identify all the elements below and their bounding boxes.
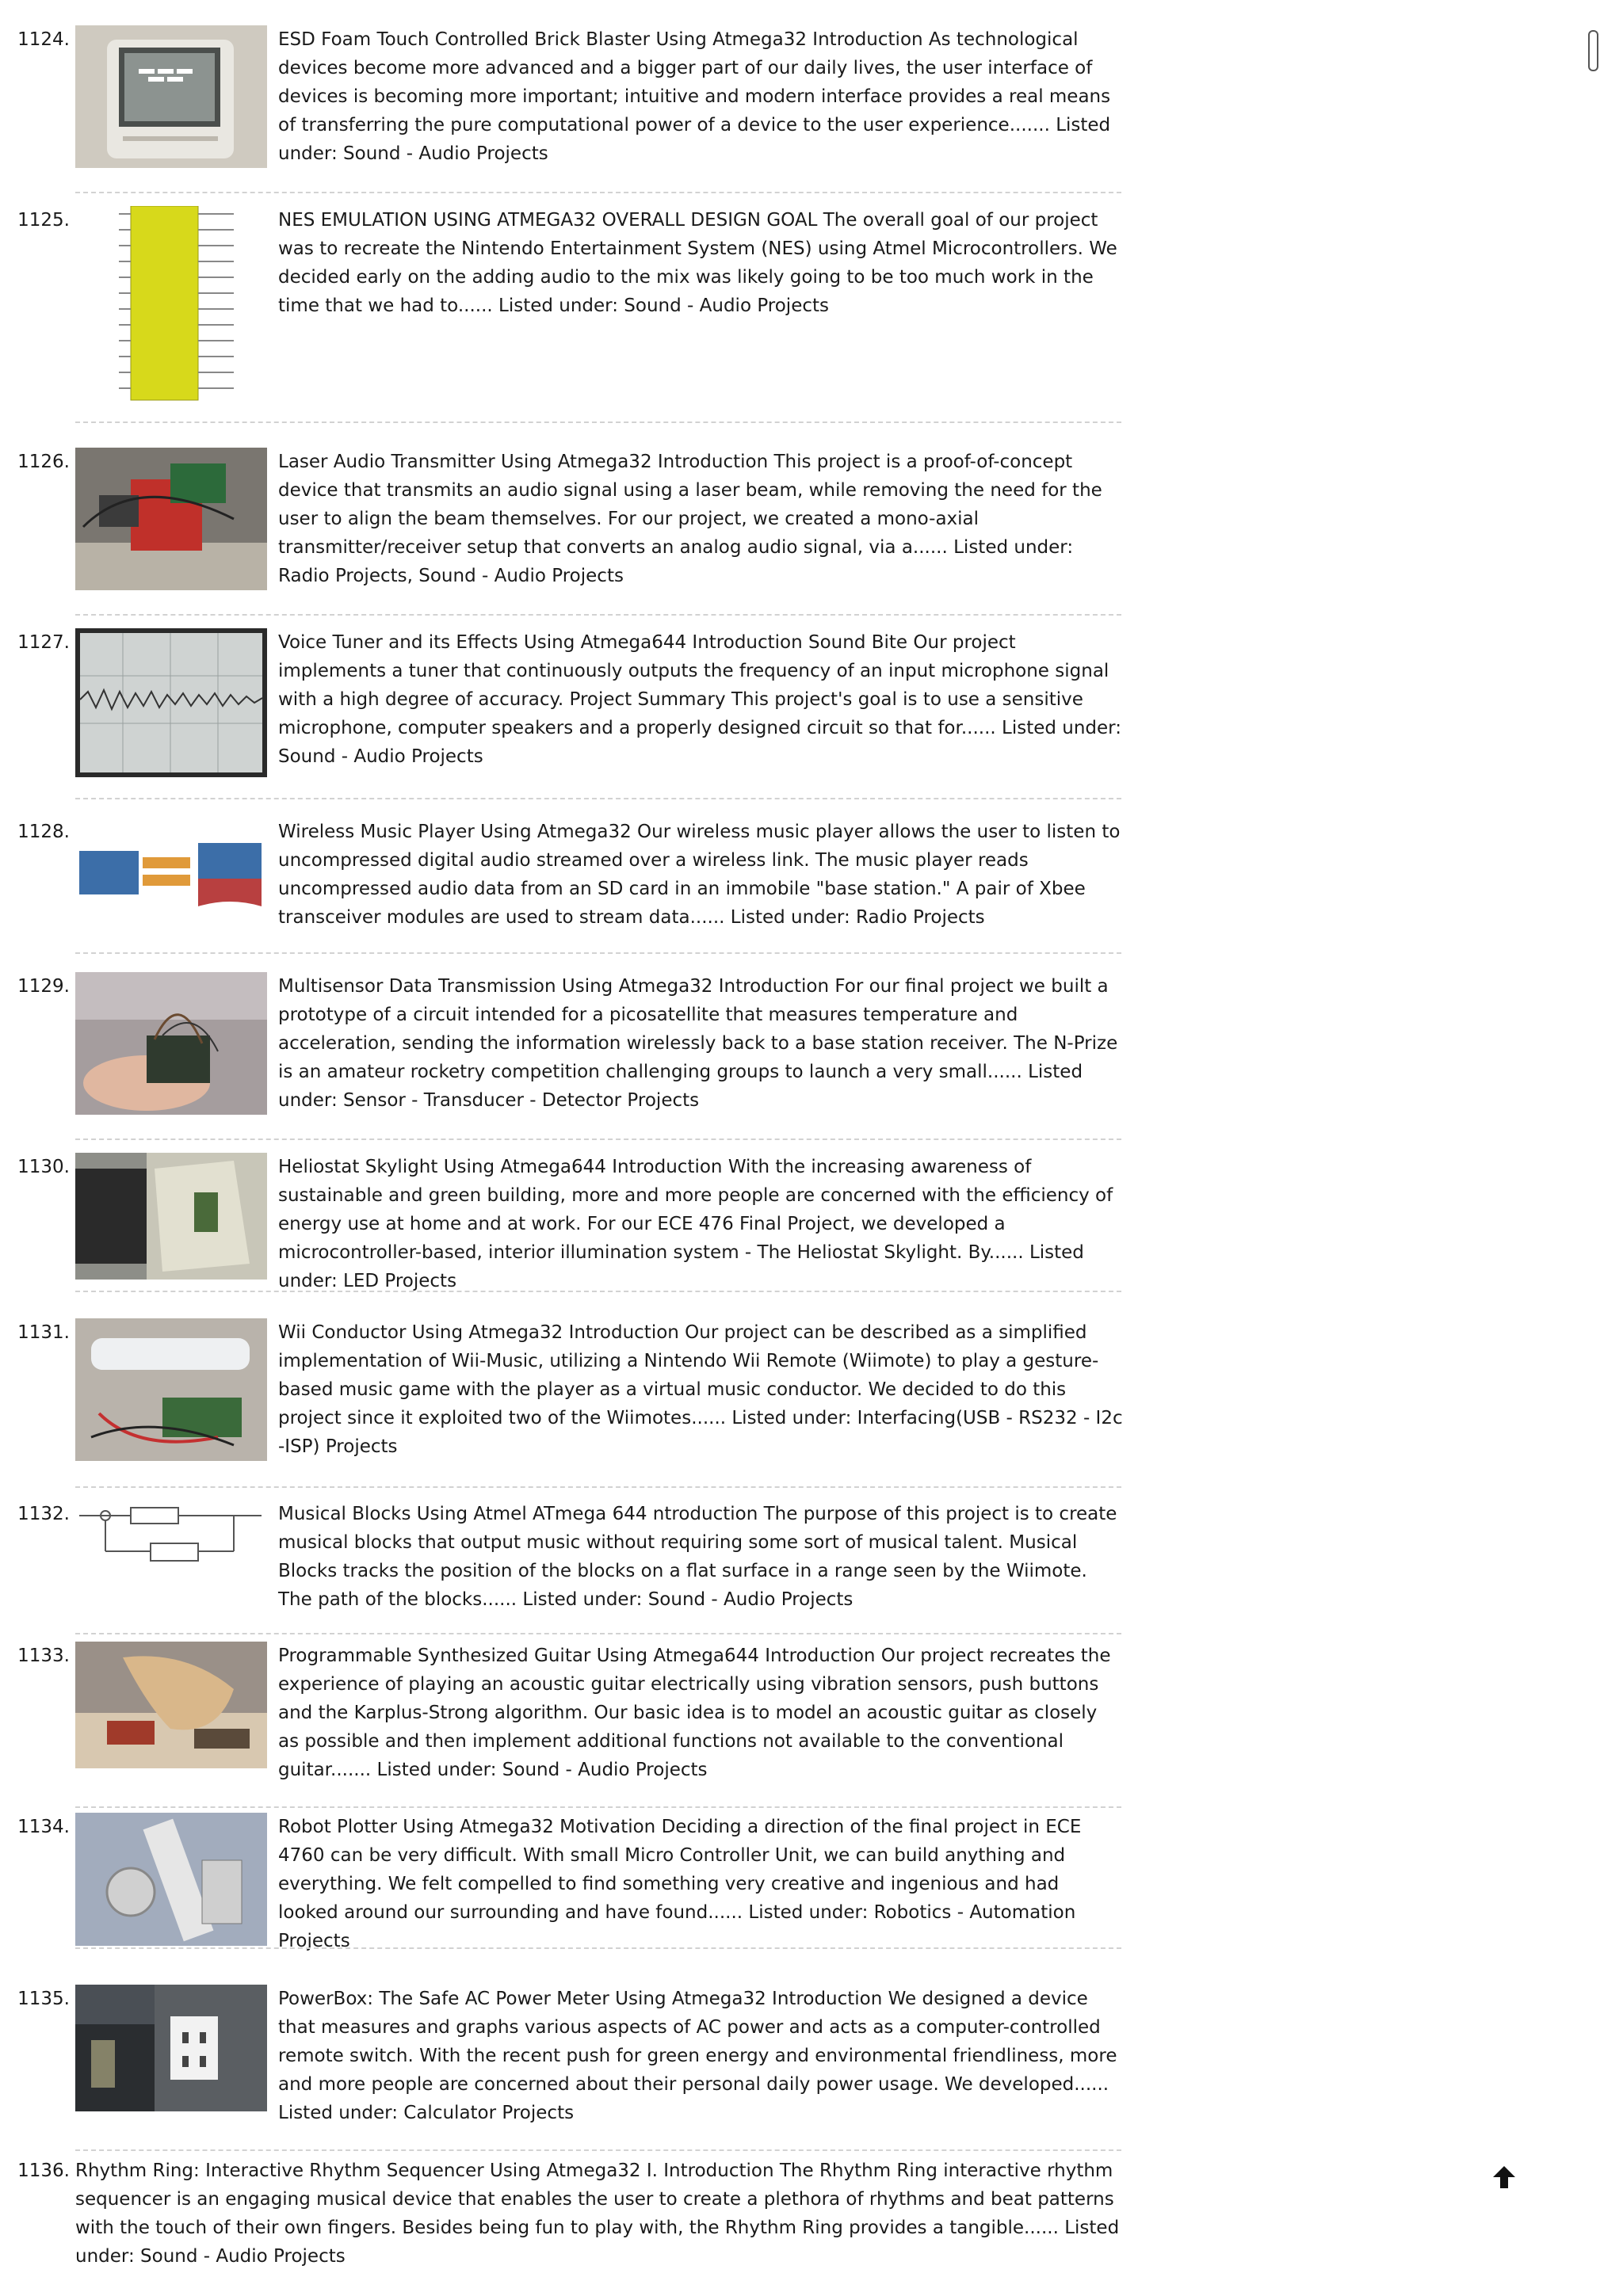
- divider: [75, 1806, 1121, 1808]
- item-description[interactable]: ESD Foam Touch Controlled Brick Blaster Using Atmega32 Introduction As technological devices become more advanced and a bigger part of our daily lives, the user interface of devices is becoming more important; intuitive and modern interface provides a real means of transferring the pure computational power of a device to the user experience....... Listed under: Sound - Audio Projects: [278, 29, 1111, 164]
- thumbnail-signal-diagram[interactable]: [75, 1500, 267, 1579]
- item-description[interactable]: Wii Conductor Using Atmega32 Introduction Our project can be described as a simplified implementation of Wii-Music, utilizing a Nintendo Wii Remote (Wiimote) to play a gesture-based music game with the player as a virtual music conductor. We decided to do this project since it exploited two of the Wiimotes...... Listed under: Interfacing(USB - RS232 - I2c -ISP) Projects: [278, 1322, 1123, 1457]
- list-item: [0, 1642, 1133, 1816]
- item-description[interactable]: Multisensor Data Transmission Using Atmega32 Introduction For our final project we built a prototype of a circuit intended for a picosatellite that measures temperature and acceleration, sending the information wirelessly back to a base station receiver. The N-Prize is an amateur rocketry competition challenging groups to launch a very small...... Listed under: Sensor - Transducer - Detector Projects: [278, 976, 1118, 1111]
- item-number: 1136.: [17, 2161, 70, 2181]
- item-number: 1130.: [17, 1157, 70, 1177]
- item-number: 1133.: [17, 1646, 70, 1666]
- item-number: 1126.: [17, 452, 70, 472]
- list-item: [0, 1153, 1133, 1303]
- divider: [75, 421, 1121, 423]
- item-number: 1125.: [17, 210, 70, 231]
- thumbnail-oscilloscope[interactable]: [75, 628, 267, 777]
- thumbnail-plotter-render[interactable]: [75, 1813, 267, 1946]
- item-description[interactable]: NES EMULATION USING ATMEGA32 OVERALL DESIGN GOAL The overall goal of our project was to recreate the Nintendo Entertainment System (NES) using Atmel Microcontrollers. We decided early on the adding audio to the mix was likely going to be too much work in the time that we had to...... Listed under: Sound - Audio Projects: [278, 210, 1117, 316]
- divider: [75, 1138, 1121, 1140]
- thumbnail-crt-tv[interactable]: [75, 25, 267, 168]
- divider: [75, 192, 1121, 193]
- item-description[interactable]: PowerBox: The Safe AC Power Meter Using Atmega32 Introduction We designed a device that measures and graphs various aspects of AC power and acts as a computer-controlled remote switch. With the recent push for green energy and environmental friendliness, more and more people are concerned about their personal daily power usage. We developed...... Listed under: Calculator Projects: [278, 1989, 1117, 2123]
- arrow-up-icon[interactable]: [1488, 2161, 1520, 2193]
- item-number: 1124.: [17, 29, 70, 50]
- item-number: 1128.: [17, 822, 70, 842]
- divider: [75, 798, 1121, 799]
- item-description[interactable]: Programmable Synthesized Guitar Using Atmega644 Introduction Our project recreates the experience of playing an acoustic guitar electrically using vibration sensors, push buttons and the Karplus-Strong algorithm. Our basic idea is to model an acoustic guitar as closely as possible and then implement additional functions not available to the conventional guitar....... Listed under: Sound - Audio Projects: [278, 1646, 1111, 1780]
- list-item: [0, 818, 1133, 968]
- divider: [75, 1486, 1121, 1488]
- item-description[interactable]: Voice Tuner and its Effects Using Atmega644 Introduction Sound Bite Our project implements a tuner that continuously outputs the frequency of an input microphone signal with a high degree of accuracy. Project Summary This project's goal is to use a sensitive microphone, computer speakers and a properly designed circuit so that for...... Listed under: Sound - Audio Projects: [278, 632, 1121, 767]
- item-description[interactable]: Musical Blocks Using Atmel ATmega 644 ntroduction The purpose of this project is to create musical blocks that output music without requiring some sort of musical talent. Musical Blocks tracks the position of the blocks on a flat surface in a range seen by the Wiimote. The path of the blocks...... Listed under: Sound - Audio Projects: [278, 1504, 1117, 1610]
- item-description[interactable]: Robot Plotter Using Atmega32 Motivation Deciding a direction of the final project in ECE 4760 can be very difficult. With small Micro Controller Unit, we can build anything and everything. We felt compelled to find something very creative and ingenious and had looked around our surrounding and have found...... Listed under: Robotics - Automation Projects: [278, 1817, 1082, 1951]
- item-number: 1135.: [17, 1989, 70, 2009]
- list-item: [0, 628, 1133, 810]
- list-item: [0, 1318, 1133, 1493]
- item-description[interactable]: Rhythm Ring: Interactive Rhythm Sequencer Using Atmega32 I. Introduction The Rhythm Ring interactive rhythm sequencer is an engaging musical device that enables the user to create a plethora of rhythms and beat patterns with the touch of their own fingers. Besides being fun to play with, the Rhythm Ring provides a tangible...... Listed under: Sound - Audio Projects: [75, 2161, 1120, 2267]
- list-item: [0, 2157, 1133, 2275]
- divider: [75, 614, 1121, 616]
- thumbnail-hand-board[interactable]: [75, 972, 267, 1115]
- list-item: [0, 1985, 1133, 2159]
- item-number: 1127.: [17, 632, 70, 653]
- thumbnail-guitar-bench[interactable]: [75, 1642, 267, 1768]
- list-item: [0, 1813, 1133, 1971]
- list-item: [0, 448, 1133, 614]
- thumbnail-skylight-box[interactable]: [75, 1153, 267, 1280]
- list-item: [0, 1500, 1133, 1642]
- divider: [75, 2149, 1121, 2151]
- thumbnail-power-outlet[interactable]: [75, 1985, 267, 2111]
- scrollbar-thumb[interactable]: [1588, 30, 1598, 71]
- thumbnail-circuit-photo[interactable]: [75, 448, 267, 590]
- divider: [75, 952, 1121, 954]
- item-number: 1132.: [17, 1504, 70, 1524]
- divider: [75, 1291, 1121, 1292]
- item-description[interactable]: Heliostat Skylight Using Atmega644 Introduction With the increasing awareness of sustainable and green building, more and more people are concerned with the efficiency of energy use at home and at work. For our ECE 476 Final Project, we developed a microcontroller-based, interior illumination system - The Heliostat Skylight. By...... Listed under: LED Projects: [278, 1157, 1113, 1291]
- item-number: 1131.: [17, 1322, 70, 1343]
- divider: [75, 1947, 1121, 1949]
- item-description[interactable]: Laser Audio Transmitter Using Atmega32 Introduction This project is a proof-of-concept device that transmits an audio signal using a laser beam, while removing the need for the user to align the beam themselves. For our project, we created a mono-axial transmitter/receiver setup that converts an analog audio signal, via a...... Listed under: Radio Projects, Sound - Audio Projects: [278, 452, 1102, 586]
- item-number: 1134.: [17, 1817, 70, 1837]
- item-description[interactable]: Wireless Music Player Using Atmega32 Our wireless music player allows the user to listen to uncompressed digital audio streamed over a wireless link. The music player reads uncompressed audio data from an SD card in an immobile "base station." A pair of Xbee transceiver modules are used to stream data...... Listed under: Radio Projects: [278, 822, 1121, 928]
- list-item: [0, 972, 1133, 1138]
- thumbnail-chip-pinout[interactable]: [75, 206, 267, 404]
- thumbnail-wiimote[interactable]: [75, 1318, 267, 1461]
- item-number: 1129.: [17, 976, 70, 997]
- divider: [75, 1633, 1121, 1634]
- thumbnail-block-diagram[interactable]: [75, 827, 267, 921]
- list-item: [0, 25, 1133, 192]
